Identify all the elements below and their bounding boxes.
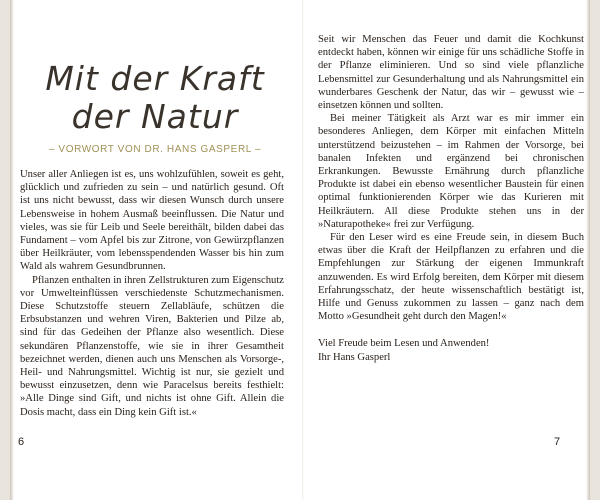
- chapter-subtitle: – VORWORT VON DR. HANS GASPERL –: [48, 144, 262, 155]
- book-fold: [302, 0, 304, 500]
- paragraph: Pflanzen enthalten in ihren Zellstrukturen zum Eigenschutz vor Umwelteinflüssen verschiedenste Schutzmechanismen. Diese Schutzstoffe steuern Zellabläufe, schützen die Erbsubstanzen und wehren Viren, Bakterien und Pilze ab, sind für das Gedeihen der Pflanze also wesentlich. Diese sekundären Pflanzenstoffe, wie sie in ihrer Gesamtheit bezeichnet werden, dienen auch uns Menschen als Vorsorge-, Heil- und Nahrungsmittel. Wichtig ist nur, sie gezielt und bewusst einzusetzen, denn wie Paracelsus bereits festhielt: »Alle Dinge sind Gift, und nichts ist ohne Gift. Allein die Dosis macht, dass ein Ding kein Gift ist.«: [20, 274, 284, 418]
- signature-line: Ihr Hans Gasperl: [318, 351, 391, 363]
- paragraph: Unser aller Anliegen ist es, uns wohlzufühlen, soweit es geht, glücklich und zufrieden zu sein – und natürlich gesund. Oft ist uns nicht bewusst, dass wir diesen Wunsch durch unsere Lebensweise in hohem Ausmaß beeinflussen. Die Natur und vieles, was sie für Leib und Seele bereithält, bilden dabei das Fundament – vom Apfel bis zur Zitrone, von Gewürzpflanzen über Heilkräuter, vom lebensspendenden Wasser bis hin zum Wald als wahrem Gesundbrunnen.: [20, 169, 284, 273]
- closing-line: Viel Freude beim Lesen und Anwenden!: [318, 338, 490, 350]
- chapter-title-line-2: der Natur: [71, 97, 239, 136]
- book-spread: [10, 0, 590, 500]
- chapter-title-line-1: Mit der Kraft: [45, 59, 265, 98]
- paragraph: Bei meiner Tätigkeit als Arzt war es mir immer ein besonderes Anliegen, dem Körper mit einfachen Mitteln unterstützend beizustehen – im Rahmen der Vorsorge, bei banalen Infekten und ergänzend bei chronischen Erkrankungen. Bewusste Ernährung durch pflanzliche Produkte ist dabei ein ebenso wesentlicher Baustein für einen optimal funktionierenden Körper wie das Kurieren mit Heilkräutern. All diese Produkte stehen uns in der »Naturapotheke« frei zur Verfügung.: [318, 113, 584, 230]
- left-body-text: [20, 168, 284, 419]
- chapter-title-block: [10, 60, 300, 155]
- paragraph: Seit wir Menschen das Feuer und damit die Kochkunst entdeckt haben, können wir einige für uns schädliche Stoffe in der Pflanze eliminieren. Und so sind viele pflanzliche Lebensmittel zur Gesunderhaltung und als Nahrungsmittel ein wunderbares Geschenk der Natur, das wir – gewusst wie – einsetzen können und sollten.: [318, 34, 584, 112]
- left-page: [10, 0, 290, 500]
- paragraph: Für den Leser wird es eine Freude sein, in diesem Buch etwas über die Kraft der Heilpflanzen zu erfahren und die Empfehlungen zur Stärkung der eigenen Immunkraft anzuwenden. Es wird Erfolg bereiten, dem Körper mit diesem Erfahrungsschatz, der heute wissenschaftlich bestätigt ist, Hilfe und Genuss zukommen zu lassen – ganz nach dem Motto »Gesundheit geht durch den Magen!«: [318, 232, 584, 323]
- right-body-text: [318, 33, 584, 364]
- right-page: [310, 0, 590, 500]
- page-number-left: 6: [18, 436, 25, 448]
- page-number-right: 7: [554, 436, 561, 448]
